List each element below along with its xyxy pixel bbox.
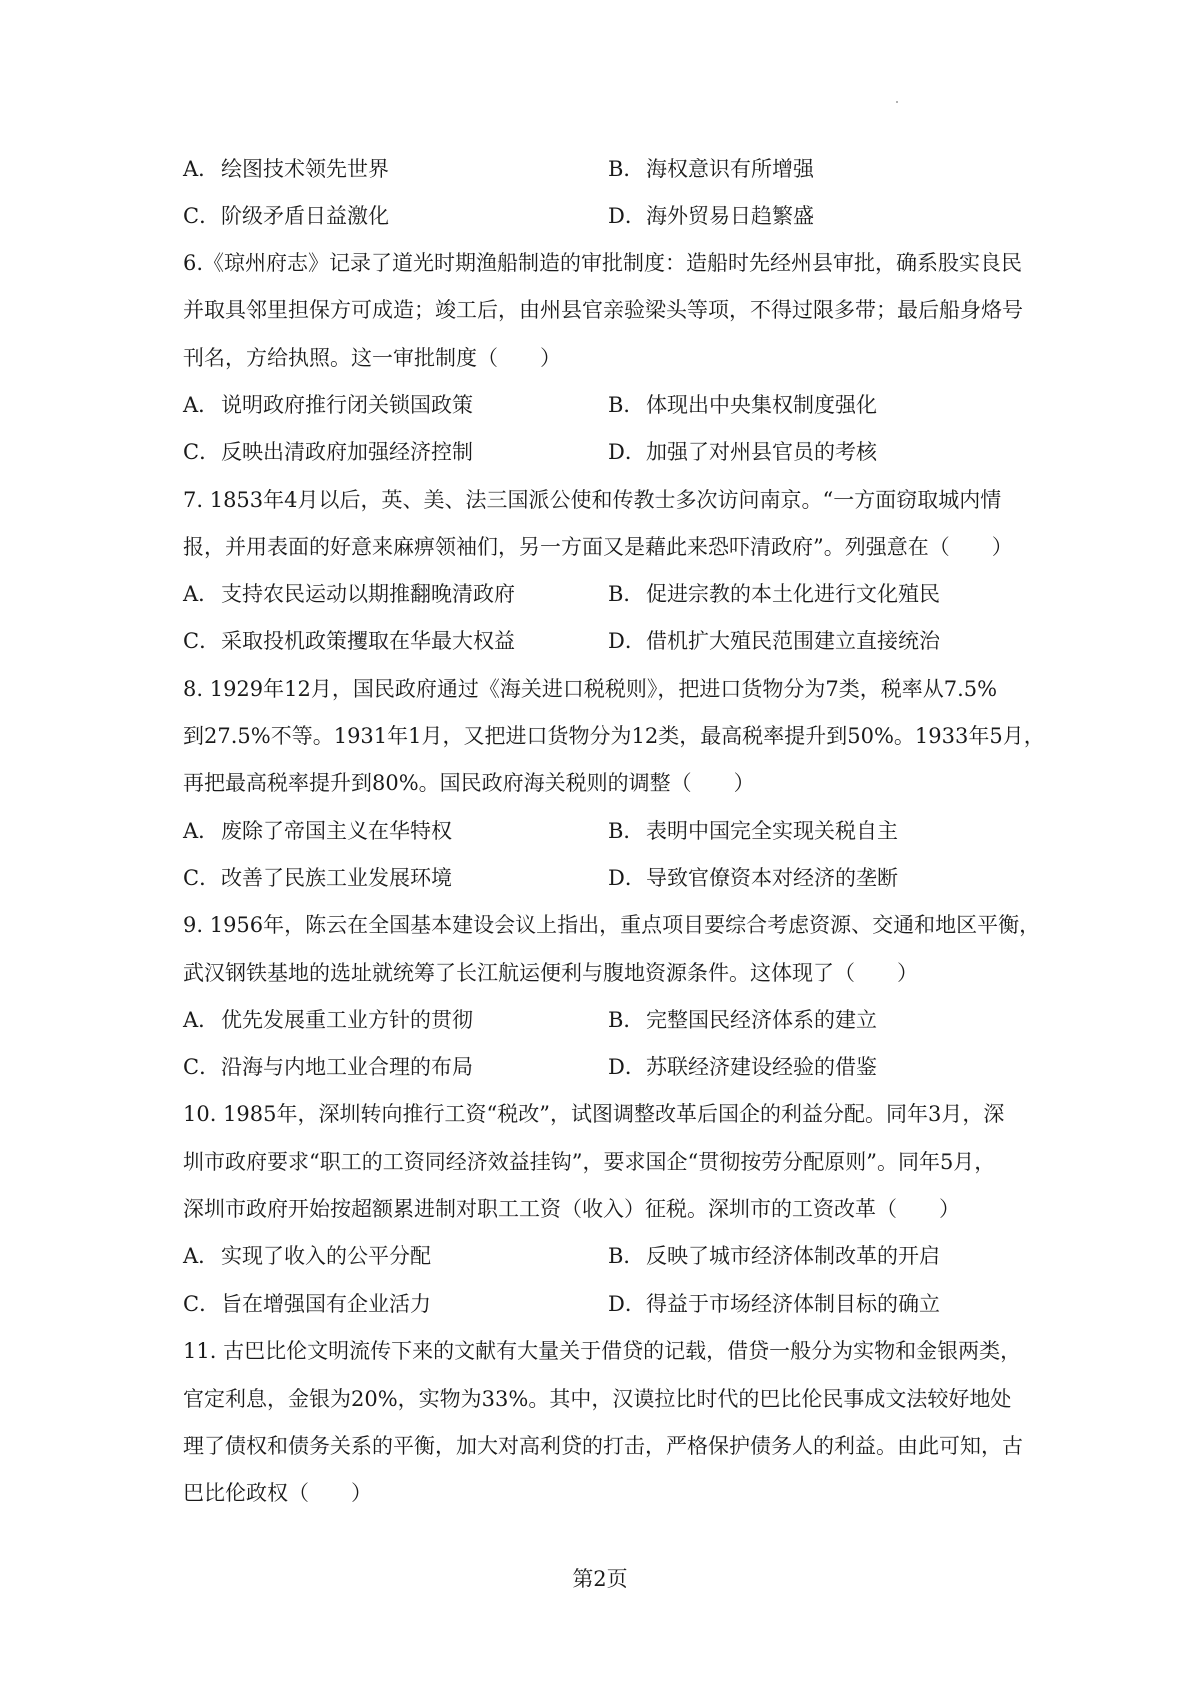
q10-option-a [183,1241,431,1271]
option-text: 阶级矛盾日益激化 [221,204,389,228]
option-text: 废除了帝国主义在华特权 [221,819,452,843]
option-letter: A． [183,582,220,606]
scan-speck [896,101,898,103]
q6-option-c [183,437,473,467]
option-letter: D． [608,440,646,464]
option-text: 改善了民族工业发展环境 [221,866,452,890]
q9-option-c [183,1052,473,1082]
q10-stem-line: 10. 1985年，深圳转向推行工资“税改”，试图调整改革后国企的利益分配。同年3月，深 [183,1102,1005,1126]
q8-option-c [183,863,452,893]
q8-stem-line: 到27.5%不等。1931年1月，又把进口货物分为12类，最高税率提升到50%。1933年5月， [183,724,1045,748]
option-text: 绘图技术领先世界 [221,157,389,181]
option-letter: C． [183,866,221,890]
option-letter: C． [183,629,221,653]
option-letter: A． [183,819,220,843]
option-text: 加强了对州县官员的考核 [646,440,877,464]
option-text: 优先发展重工业方针的贯彻 [221,1008,473,1032]
option-text: 苏联经济建设经验的借鉴 [646,1055,877,1079]
q6-stem-line: 刊名，方给执照。这一审批制度（ ） [183,346,561,370]
option-letter: A． [183,393,220,417]
q10-stem-line: 圳市政府要求“职工的工资同经济效益挂钩”，要求国企“贯彻按劳分配原则”。同年5月， [183,1150,996,1174]
option-letter: C． [183,1292,221,1316]
option-letter: B． [608,582,645,606]
q11-stem-line: 11. 古巴比伦文明流传下来的文献有大量关于借贷的记载，借贷一般分为实物和金银两类， [183,1339,1022,1363]
option-text: 借机扩大殖民范围建立直接统治 [646,629,940,653]
option-text: 反映出清政府加强经济控制 [221,440,473,464]
q9-option-a [183,1005,473,1035]
option-letter: D． [608,1292,646,1316]
q10-stem-line: 深圳市政府开始按超额累进制对职工工资（收入）征税。深圳市的工资改革（ ） [183,1197,960,1221]
option-text: 表明中国完全实现关税自主 [646,819,898,843]
q7-option-c [183,626,515,656]
option-letter: C． [183,204,221,228]
option-letter: C． [183,1055,221,1079]
q7-stem-line: 报，并用表面的好意来麻痹领袖们，另一方面又是藉此来恐吓清政府”。列强意在（ ） [183,535,1013,559]
q6-stem-line: 并取具邻里担保方可成造；竣工后，由州县官亲验梁头等项，不得过限多带；最后船身烙号 [183,298,1023,322]
option-text: 完整国民经济体系的建立 [646,1008,877,1032]
option-text: 促进宗教的本土化进行文化殖民 [646,582,940,606]
q5-option-b [608,154,814,184]
q9-option-b [608,1005,877,1035]
q5-option-a [183,154,389,184]
option-letter: B． [608,157,645,181]
q5-option-c [183,201,389,231]
option-letter: D． [608,1055,646,1079]
option-text: 得益于市场经济体制目标的确立 [646,1292,940,1316]
option-letter: C． [183,440,221,464]
q8-stem-line: 再把最高税率提升到80%。国民政府海关税则的调整（ ） [183,771,755,795]
option-text: 旨在增强国有企业活力 [221,1292,431,1316]
q6-stem-line: 6.《琼州府志》记录了道光时期渔船制造的审批制度：造船时先经州县审批，确系股实良民 [183,251,1023,275]
q11-stem-line: 官定利息，金银为20%，实物为33%。其中，汉谟拉比时代的巴比伦民事成文法较好地处 [183,1387,1012,1411]
q9-stem-line: 9. 1956年，陈云在全国基本建设会议上指出，重点项目要综合考虑资源、交通和地区平衡， [183,913,1041,937]
q10-option-d [608,1289,940,1319]
option-text: 反映了城市经济体制改革的开启 [646,1244,940,1268]
q6-option-b [608,390,877,420]
q10-option-b [608,1241,940,1271]
option-letter: B． [608,1244,645,1268]
q8-option-d [608,863,898,893]
page-number: 第2页 [572,1567,628,1591]
q5-option-d [608,201,814,231]
q11-stem-line: 理了债权和债务关系的平衡，加大对高利贷的打击，严格保护债务人的利益。由此可知，古 [183,1434,1023,1458]
q9-stem-line: 武汉钢铁基地的选址就统筹了长江航运便利与腹地资源条件。这体现了（ ） [183,961,918,985]
option-text: 支持农民运动以期推翻晚清政府 [221,582,515,606]
option-letter: A． [183,157,220,181]
q8-stem-line: 8. 1929年12月，国民政府通过《海关进口税税则》，把进口货物分为7类，税率从7.5% [183,677,998,701]
q10-option-c [183,1289,431,1319]
q7-stem-line: 7. 1853年4月以后，英、美、法三国派公使和传教士多次访问南京。“一方面窃取城内情 [183,488,1002,512]
q6-option-d [608,437,877,467]
q7-option-b [608,579,940,609]
option-letter: D． [608,629,646,653]
option-text: 采取投机政策攫取在华最大权益 [221,629,515,653]
option-text: 体现出中央集权制度强化 [646,393,877,417]
q8-option-b [608,816,898,846]
option-letter: D． [608,204,646,228]
q8-option-a [183,816,452,846]
q7-option-a [183,579,515,609]
option-text: 海外贸易日趋繁盛 [646,204,814,228]
option-text: 沿海与内地工业合理的布局 [221,1055,473,1079]
option-text: 实现了收入的公平分配 [221,1244,431,1268]
q6-option-a [183,390,473,420]
option-letter: B． [608,819,645,843]
q11-stem-line: 巴比伦政权（ ） [183,1481,372,1505]
option-letter: A． [183,1244,220,1268]
option-letter: D． [608,866,646,890]
q7-option-d [608,626,940,656]
option-letter: A． [183,1008,220,1032]
option-text: 海权意识有所增强 [646,157,814,181]
option-letter: B． [608,393,645,417]
option-text: 导致官僚资本对经济的垄断 [646,866,898,890]
option-letter: B． [608,1008,645,1032]
option-text: 说明政府推行闭关锁国政策 [221,393,473,417]
q9-option-d [608,1052,877,1082]
